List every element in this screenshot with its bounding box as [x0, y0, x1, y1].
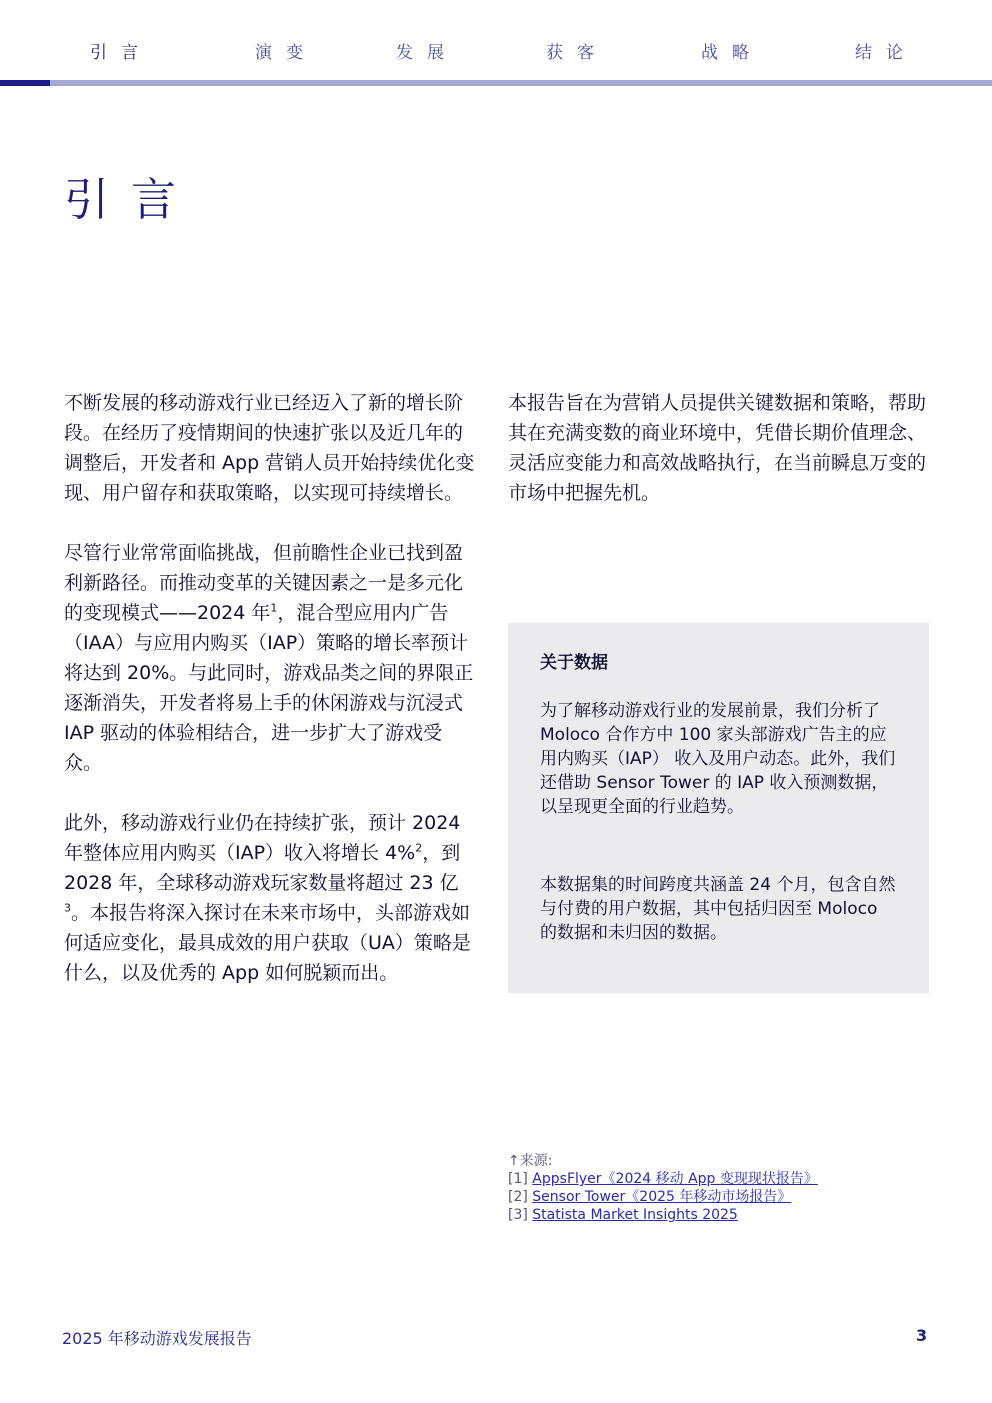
footnote-ref-3[interactable]: 3: [64, 901, 71, 915]
source-index: [2]: [508, 1189, 528, 1205]
left-paragraph-3-part-a: 此外，移动游戏行业仍在持续扩张，预计 2024 年整体应用内购买（IAP）收入将增长 4%: [64, 812, 461, 864]
right-column: [508, 388, 928, 538]
source-item-2: [508, 1188, 818, 1206]
footnote-ref-1[interactable]: 1: [270, 601, 278, 615]
left-paragraph-3: [64, 808, 478, 988]
tab-development[interactable]: 发展: [396, 43, 458, 63]
tab-conclusion[interactable]: 结论: [855, 43, 917, 63]
page-number: 3: [916, 1326, 928, 1345]
right-paragraph-1: 本报告旨在为营销人员提供关键数据和策略，帮助其在充满变数的商业环境中，凭借长期价值理念、灵活应变能力和高效战略执行，在当前瞬息万变的市场中把握先机。: [508, 392, 927, 504]
about-data-heading: 关于数据: [540, 653, 608, 673]
tab-evolution[interactable]: 演变: [255, 43, 317, 63]
nav-progress-bar: [0, 80, 992, 86]
about-data-box: [508, 623, 929, 993]
left-paragraph-2-part-a: 尽管行业常常面临挑战，但前瞻性企业已找到盈利新路径。而推动变革的关键因素之一是多元化的变现模式——2024 年: [64, 542, 464, 624]
about-data-paragraph-1: 为了解移动游戏行业的发展前景，我们分析了 Moloco 合作方中 100 家头部游戏广告主的应用内购买（IAP） 收入及用户动态。此外，我们还借助 Sensor Tower 的 IAP 收入预测数据，以呈现更全面的行业趋势。: [540, 701, 896, 817]
source-item-1: [508, 1170, 818, 1188]
tab-strategy[interactable]: 战略: [701, 43, 763, 63]
source-link-3[interactable]: Statista Market Insights 2025: [532, 1207, 738, 1223]
source-index: [1]: [508, 1171, 528, 1187]
sources-heading: ↑来源:: [508, 1153, 553, 1169]
source-index: [3]: [508, 1207, 528, 1223]
about-data-paragraph-2: 本数据集的时间跨度共涵盖 24 个月，包含自然与付费的用户数据，其中包括归因至 Moloco 的数据和未归因的数据。: [540, 875, 896, 943]
top-navigation: [0, 38, 992, 64]
left-paragraph-2-part-b: ，混合型应用内广告（IAA）与应用内购买（IAP）策略的增长率预计将达到 20%。与此同时，游戏品类之间的界限正逐渐消失，开发者将易上手的休闲游戏与沉浸式 IAP 驱动的体验相结合，进一步扩大了游戏受众。: [64, 602, 474, 774]
left-paragraph-1: 不断发展的移动游戏行业已经迈入了新的增长阶段。在经历了疫情期间的快速扩张以及近几年的调整后，开发者和 App 营销人员开始持续优化变现、用户留存和获取策略，以实现可持续增长。: [64, 392, 475, 504]
sources: [508, 1152, 818, 1224]
left-paragraph-3-part-c: 。本报告将深入探讨在未来市场中，头部游戏如何适应变化，最具成效的用户获取（UA）策略是什么，以及优秀的 App 如何脱颖而出。: [64, 902, 471, 984]
left-paragraph-2: [64, 538, 478, 778]
page-title: 引言: [64, 173, 199, 226]
left-column: [64, 388, 478, 1018]
footnote-ref-2[interactable]: 2: [415, 841, 423, 855]
tab-intro[interactable]: 引言: [90, 43, 152, 63]
footer-report-title: 2025 年移动游戏发展报告: [62, 1329, 252, 1348]
left-paragraph-3-part-b: ，到 2028 年，全球移动游戏玩家数量将超过 23 亿: [64, 842, 461, 894]
nav-progress-bar-active: [0, 80, 50, 86]
source-link-1[interactable]: AppsFlyer《2024 移动 App 变现现状报告》: [532, 1171, 818, 1187]
tab-acquisition[interactable]: 获客: [546, 43, 608, 63]
source-item-3: [508, 1206, 818, 1224]
source-link-2[interactable]: Sensor Tower《2025 年移动市场报告》: [532, 1189, 792, 1205]
